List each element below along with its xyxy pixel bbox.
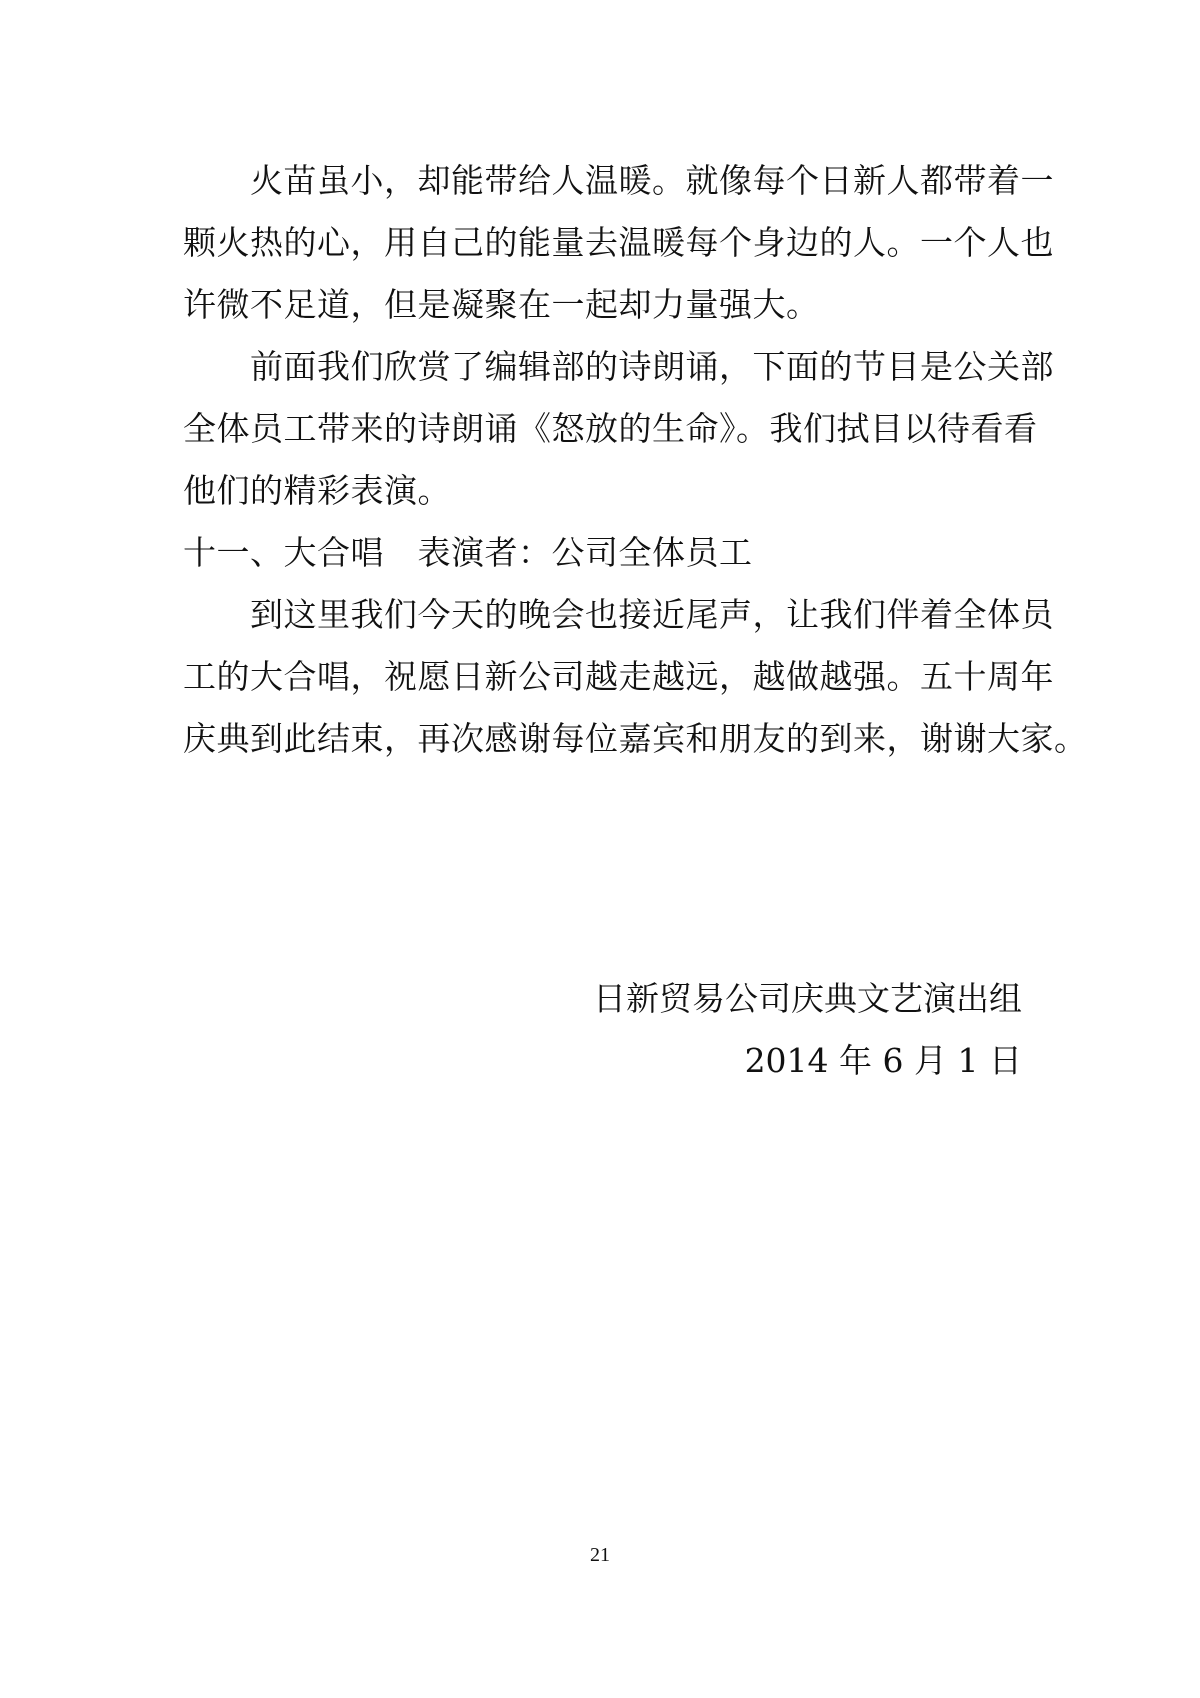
text-line: 火苗虽小，却能带给人温暖。就像每个日新人都带着一 — [183, 161, 1054, 200]
signature-organization: 日新贸易公司庆典文艺演出组 — [593, 979, 1022, 1018]
text-line: 到这里我们今天的晚会也接近尾声，让我们伴着全体员 — [183, 595, 1054, 634]
signature-date: 2014 年 6 月 1 日 — [744, 1041, 1022, 1080]
text-line: 全体员工带来的诗朗诵《怒放的生命》。我们拭目以待看看 — [183, 409, 1038, 448]
paragraph-poetry-recital — [183, 336, 1054, 522]
text-line: 许微不足道，但是凝聚在一起却力量强大。 — [183, 285, 820, 324]
text-line: 前面我们欣赏了编辑部的诗朗诵，下面的节目是公关部 — [183, 347, 1054, 386]
text-line: 十一、大合唱 表演者：公司全体员工 — [183, 533, 753, 572]
paragraph-closing — [183, 584, 1088, 770]
text-line: 颗火热的心，用自己的能量去温暖每个身边的人。一个人也 — [183, 223, 1054, 262]
page-number: 21 — [590, 1544, 610, 1566]
text-line: 工的大合唱，祝愿日新公司越走越远，越做越强。五十周年 — [183, 657, 1054, 696]
text-line: 他们的精彩表演。 — [183, 471, 451, 510]
document-body — [183, 150, 1088, 770]
paragraph-fire-warmth — [183, 150, 1054, 336]
signature-block — [593, 968, 1022, 1092]
text-line: 庆典到此结束，再次感谢每位嘉宾和朋友的到来，谢谢大家。 — [183, 719, 1088, 758]
program-item-heading — [183, 522, 1025, 584]
